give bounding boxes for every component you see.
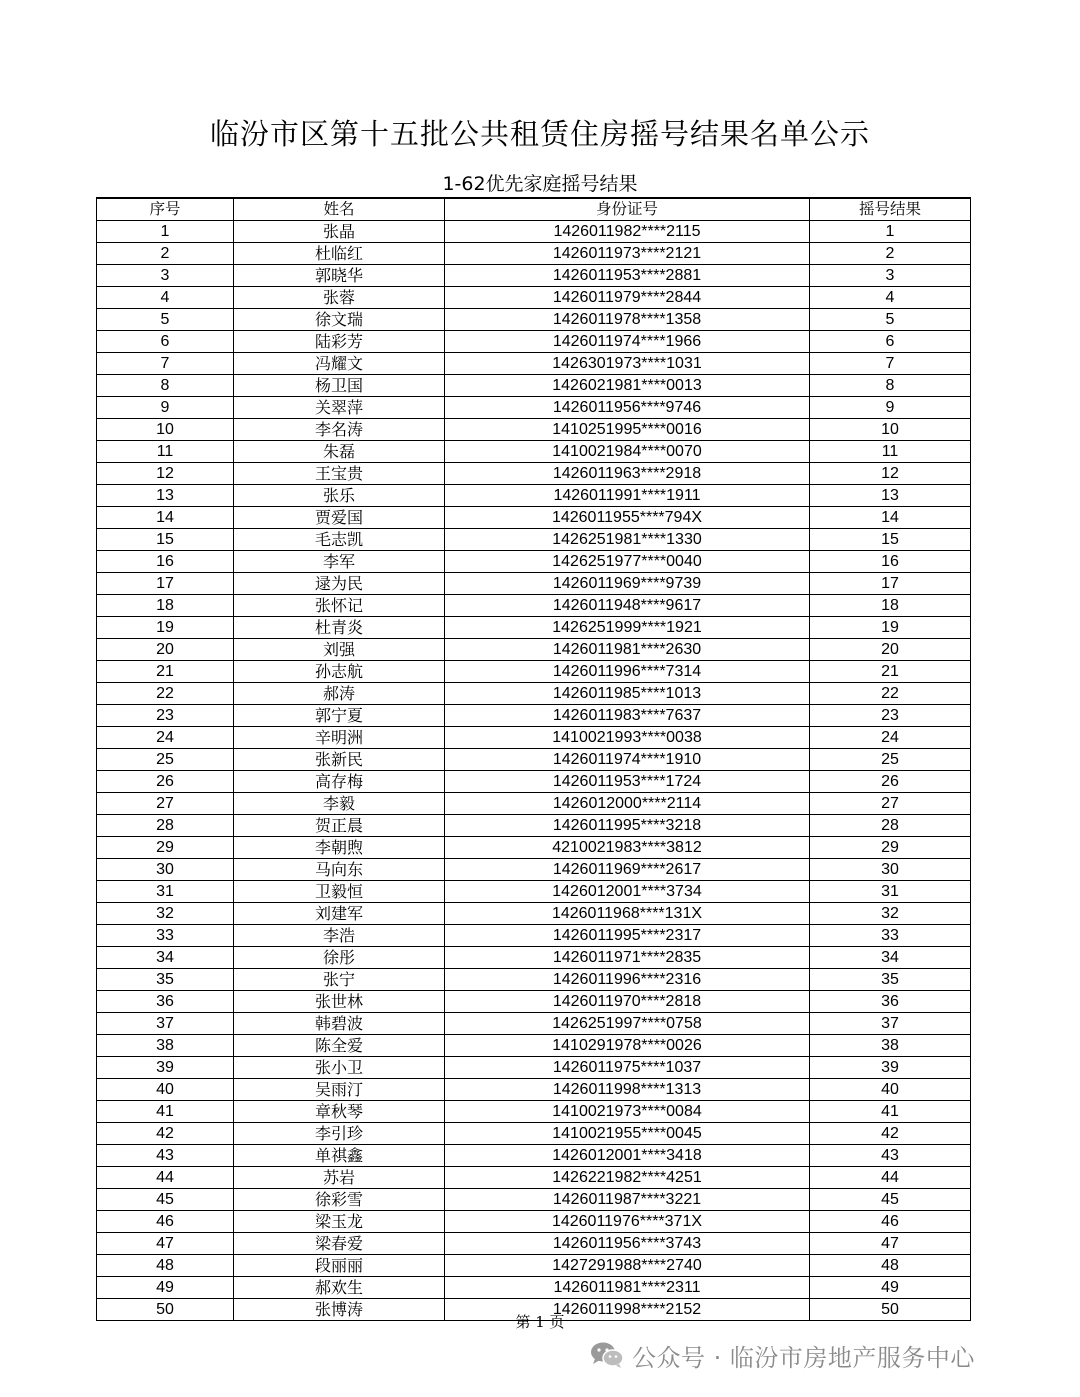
table-row	[97, 1123, 971, 1145]
row-id-number: 1410021984****0070	[445, 441, 810, 463]
row-index: 12	[97, 463, 234, 485]
row-name: 张新民	[234, 749, 445, 771]
row-index: 16	[97, 551, 234, 573]
row-result: 46	[810, 1211, 971, 1233]
row-name: 张怀记	[234, 595, 445, 617]
row-result: 16	[810, 551, 971, 573]
row-result: 40	[810, 1079, 971, 1101]
row-index: 26	[97, 771, 234, 793]
table-row	[97, 1211, 971, 1233]
row-id-number: 1426251981****1330	[445, 529, 810, 551]
table-row	[97, 485, 971, 507]
table-row	[97, 595, 971, 617]
row-index: 28	[97, 815, 234, 837]
table-row	[97, 1079, 971, 1101]
row-index: 1	[97, 221, 234, 243]
table-row	[97, 969, 971, 991]
row-name: 张世林	[234, 991, 445, 1013]
row-result: 26	[810, 771, 971, 793]
row-index: 18	[97, 595, 234, 617]
row-id-number: 1426011976****371X	[445, 1211, 810, 1233]
row-name: 贾爱国	[234, 507, 445, 529]
row-result: 23	[810, 705, 971, 727]
row-name: 李浩	[234, 925, 445, 947]
row-result: 8	[810, 375, 971, 397]
row-index: 46	[97, 1211, 234, 1233]
row-result: 20	[810, 639, 971, 661]
table-row	[97, 947, 971, 969]
row-name: 张晶	[234, 221, 445, 243]
row-index: 40	[97, 1079, 234, 1101]
table-row	[97, 463, 971, 485]
row-name: 章秋琴	[234, 1101, 445, 1123]
wechat-icon	[590, 1341, 624, 1369]
row-id-number: 1426011973****2121	[445, 243, 810, 265]
table-row	[97, 1277, 971, 1299]
row-name: 韩碧波	[234, 1013, 445, 1035]
row-result: 4	[810, 287, 971, 309]
row-result: 47	[810, 1233, 971, 1255]
row-result: 19	[810, 617, 971, 639]
row-index: 34	[97, 947, 234, 969]
row-result: 34	[810, 947, 971, 969]
row-index: 11	[97, 441, 234, 463]
row-id-number: 1426251999****1921	[445, 617, 810, 639]
table-row	[97, 1255, 971, 1277]
row-id-number: 1426011987****3221	[445, 1189, 810, 1211]
row-name: 刘强	[234, 639, 445, 661]
table-row	[97, 507, 971, 529]
row-id-number: 1410021993****0038	[445, 727, 810, 749]
table-row	[97, 815, 971, 837]
row-name: 贺正晨	[234, 815, 445, 837]
row-name: 逯为民	[234, 573, 445, 595]
row-name: 单祺鑫	[234, 1145, 445, 1167]
row-name: 张宁	[234, 969, 445, 991]
row-index: 6	[97, 331, 234, 353]
table-row	[97, 903, 971, 925]
row-id-number: 1426011982****2115	[445, 221, 810, 243]
row-id-number: 1426011974****1910	[445, 749, 810, 771]
row-id-number: 1426011998****1313	[445, 1079, 810, 1101]
table-row	[97, 617, 971, 639]
row-result: 43	[810, 1145, 971, 1167]
row-result: 13	[810, 485, 971, 507]
row-id-number: 1426011981****2311	[445, 1277, 810, 1299]
row-name: 辛明洲	[234, 727, 445, 749]
row-index: 19	[97, 617, 234, 639]
row-index: 45	[97, 1189, 234, 1211]
row-result: 6	[810, 331, 971, 353]
row-name: 郝欢生	[234, 1277, 445, 1299]
row-result: 25	[810, 749, 971, 771]
table-row	[97, 573, 971, 595]
row-id-number: 1426011991****1911	[445, 485, 810, 507]
table-row	[97, 771, 971, 793]
row-name: 李名涛	[234, 419, 445, 441]
table-row	[97, 1013, 971, 1035]
table-row	[97, 1189, 971, 1211]
row-index: 15	[97, 529, 234, 551]
row-index: 24	[97, 727, 234, 749]
header-id-number: 身份证号	[445, 198, 810, 221]
row-result: 41	[810, 1101, 971, 1123]
row-id-number: 1426251997****0758	[445, 1013, 810, 1035]
row-result: 15	[810, 529, 971, 551]
table-row	[97, 1167, 971, 1189]
row-id-number: 1426011968****131X	[445, 903, 810, 925]
row-id-number: 1426011969****9739	[445, 573, 810, 595]
row-id-number: 1426011956****3743	[445, 1233, 810, 1255]
row-id-number: 1426011953****1724	[445, 771, 810, 793]
row-result: 45	[810, 1189, 971, 1211]
table-row	[97, 749, 971, 771]
row-index: 21	[97, 661, 234, 683]
row-id-number: 1410021973****0084	[445, 1101, 810, 1123]
row-result: 35	[810, 969, 971, 991]
row-index: 41	[97, 1101, 234, 1123]
row-result: 37	[810, 1013, 971, 1035]
row-name: 陈全爱	[234, 1035, 445, 1057]
page-number: 第 1 页	[515, 1313, 565, 1331]
row-index: 7	[97, 353, 234, 375]
row-id-number: 1426012001****3418	[445, 1145, 810, 1167]
row-id-number: 1426221982****4251	[445, 1167, 810, 1189]
row-result: 31	[810, 881, 971, 903]
row-result: 12	[810, 463, 971, 485]
row-name: 吴雨汀	[234, 1079, 445, 1101]
row-name: 梁玉龙	[234, 1211, 445, 1233]
table-row	[97, 375, 971, 397]
row-name: 杜青炎	[234, 617, 445, 639]
row-name: 冯耀文	[234, 353, 445, 375]
row-id-number: 1426011985****1013	[445, 683, 810, 705]
row-name: 李朝煦	[234, 837, 445, 859]
table-row	[97, 639, 971, 661]
table-row	[97, 705, 971, 727]
row-id-number: 1410021955****0045	[445, 1123, 810, 1145]
table-row	[97, 551, 971, 573]
row-index: 2	[97, 243, 234, 265]
row-id-number: 4210021983****3812	[445, 837, 810, 859]
row-index: 5	[97, 309, 234, 331]
row-result: 18	[810, 595, 971, 617]
row-index: 20	[97, 639, 234, 661]
row-name: 苏岩	[234, 1167, 445, 1189]
row-name: 高存梅	[234, 771, 445, 793]
row-id-number: 1426011998****2152	[445, 1299, 810, 1321]
row-index: 39	[97, 1057, 234, 1079]
table-header-row	[97, 198, 971, 221]
table-row	[97, 881, 971, 903]
row-name: 杨卫国	[234, 375, 445, 397]
row-name: 卫毅恒	[234, 881, 445, 903]
row-index: 50	[97, 1299, 234, 1321]
row-id-number: 1410291978****0026	[445, 1035, 810, 1057]
table-row	[97, 1057, 971, 1079]
row-id-number: 1410251995****0016	[445, 419, 810, 441]
row-result: 28	[810, 815, 971, 837]
row-id-number: 1426011975****1037	[445, 1057, 810, 1079]
row-index: 9	[97, 397, 234, 419]
row-name: 张小卫	[234, 1057, 445, 1079]
row-name: 陆彩芳	[234, 331, 445, 353]
row-index: 43	[97, 1145, 234, 1167]
row-name: 刘建军	[234, 903, 445, 925]
table-subtitle: 1-62优先家庭摇号结果	[442, 173, 638, 195]
row-id-number: 1426301973****1031	[445, 353, 810, 375]
row-index: 8	[97, 375, 234, 397]
row-index: 17	[97, 573, 234, 595]
table-row	[97, 991, 971, 1013]
table-row	[97, 1233, 971, 1255]
header-name: 姓名	[234, 198, 445, 221]
row-result: 42	[810, 1123, 971, 1145]
row-index: 49	[97, 1277, 234, 1299]
row-index: 29	[97, 837, 234, 859]
table-row	[97, 727, 971, 749]
row-result: 30	[810, 859, 971, 881]
table-row	[97, 837, 971, 859]
row-result: 10	[810, 419, 971, 441]
table-row	[97, 1101, 971, 1123]
results-table	[96, 197, 971, 1321]
table-row	[97, 859, 971, 881]
row-index: 22	[97, 683, 234, 705]
row-name: 郭晓华	[234, 265, 445, 287]
table-row	[97, 529, 971, 551]
row-result: 17	[810, 573, 971, 595]
row-name: 孙志航	[234, 661, 445, 683]
table-row	[97, 243, 971, 265]
row-id-number: 1426011995****3218	[445, 815, 810, 837]
row-name: 徐文瑞	[234, 309, 445, 331]
row-id-number: 1426012000****2114	[445, 793, 810, 815]
row-id-number: 1426012001****3734	[445, 881, 810, 903]
row-id-number: 1426011978****1358	[445, 309, 810, 331]
row-id-number: 1426011948****9617	[445, 595, 810, 617]
row-name: 李军	[234, 551, 445, 573]
table-row	[97, 265, 971, 287]
table-row	[97, 419, 971, 441]
table-row	[97, 397, 971, 419]
watermark-text: 公众号 · 临汾市房地产服务中心	[632, 1343, 975, 1372]
row-id-number: 1426011969****2617	[445, 859, 810, 881]
row-index: 32	[97, 903, 234, 925]
row-id-number: 1426011996****7314	[445, 661, 810, 683]
row-index: 31	[97, 881, 234, 903]
row-id-number: 1426011996****2316	[445, 969, 810, 991]
row-name: 张蓉	[234, 287, 445, 309]
row-name: 梁春爱	[234, 1233, 445, 1255]
row-id-number: 1426011970****2818	[445, 991, 810, 1013]
row-result: 48	[810, 1255, 971, 1277]
row-result: 29	[810, 837, 971, 859]
table-row	[97, 441, 971, 463]
row-index: 14	[97, 507, 234, 529]
watermark	[590, 1338, 975, 1372]
row-index: 27	[97, 793, 234, 815]
table-row	[97, 683, 971, 705]
row-id-number: 1426011981****2630	[445, 639, 810, 661]
row-result: 5	[810, 309, 971, 331]
row-result: 36	[810, 991, 971, 1013]
row-result: 1	[810, 221, 971, 243]
table-row	[97, 353, 971, 375]
table-row	[97, 287, 971, 309]
row-index: 36	[97, 991, 234, 1013]
row-id-number: 1427291988****2740	[445, 1255, 810, 1277]
row-result: 3	[810, 265, 971, 287]
row-result: 22	[810, 683, 971, 705]
row-result: 38	[810, 1035, 971, 1057]
row-index: 30	[97, 859, 234, 881]
document-title: 临汾市区第十五批公共租赁住房摇号结果名单公示	[209, 117, 870, 151]
row-name: 毛志凯	[234, 529, 445, 551]
row-result: 39	[810, 1057, 971, 1079]
row-id-number: 1426011971****2835	[445, 947, 810, 969]
row-name: 徐彩雪	[234, 1189, 445, 1211]
row-name: 李引珍	[234, 1123, 445, 1145]
table-row	[97, 1035, 971, 1057]
row-name: 郝涛	[234, 683, 445, 705]
row-index: 25	[97, 749, 234, 771]
row-result: 32	[810, 903, 971, 925]
row-index: 37	[97, 1013, 234, 1035]
row-name: 段丽丽	[234, 1255, 445, 1277]
row-result: 27	[810, 793, 971, 815]
table-row	[97, 221, 971, 243]
table-row	[97, 661, 971, 683]
row-result: 44	[810, 1167, 971, 1189]
row-name: 徐彤	[234, 947, 445, 969]
table-row	[97, 925, 971, 947]
row-result: 49	[810, 1277, 971, 1299]
row-index: 13	[97, 485, 234, 507]
row-result: 21	[810, 661, 971, 683]
table-body	[97, 221, 971, 1321]
row-index: 35	[97, 969, 234, 991]
row-name: 朱磊	[234, 441, 445, 463]
row-result: 14	[810, 507, 971, 529]
row-index: 10	[97, 419, 234, 441]
row-result: 11	[810, 441, 971, 463]
row-name: 张博涛	[234, 1299, 445, 1321]
row-index: 33	[97, 925, 234, 947]
row-name: 郭宁夏	[234, 705, 445, 727]
row-result: 9	[810, 397, 971, 419]
row-index: 42	[97, 1123, 234, 1145]
row-id-number: 1426011974****1966	[445, 331, 810, 353]
row-name: 张乐	[234, 485, 445, 507]
row-name: 王宝贵	[234, 463, 445, 485]
row-name: 李毅	[234, 793, 445, 815]
row-result: 24	[810, 727, 971, 749]
row-name: 关翠萍	[234, 397, 445, 419]
table-row	[97, 1145, 971, 1167]
row-id-number: 1426011953****2881	[445, 265, 810, 287]
row-name: 杜临红	[234, 243, 445, 265]
row-result: 50	[810, 1299, 971, 1321]
row-index: 47	[97, 1233, 234, 1255]
row-name: 马向东	[234, 859, 445, 881]
row-index: 48	[97, 1255, 234, 1277]
table-row	[97, 793, 971, 815]
row-index: 23	[97, 705, 234, 727]
row-id-number: 1426011956****9746	[445, 397, 810, 419]
row-result: 2	[810, 243, 971, 265]
row-index: 4	[97, 287, 234, 309]
row-result: 33	[810, 925, 971, 947]
row-id-number: 1426011963****2918	[445, 463, 810, 485]
row-index: 3	[97, 265, 234, 287]
row-id-number: 1426251977****0040	[445, 551, 810, 573]
row-id-number: 1426021981****0013	[445, 375, 810, 397]
table-row	[97, 331, 971, 353]
table-row	[97, 309, 971, 331]
row-index: 38	[97, 1035, 234, 1057]
row-index: 44	[97, 1167, 234, 1189]
row-id-number: 1426011979****2844	[445, 287, 810, 309]
header-index: 序号	[97, 198, 234, 221]
header-result: 摇号结果	[810, 198, 971, 221]
row-id-number: 1426011983****7637	[445, 705, 810, 727]
row-id-number: 1426011955****794X	[445, 507, 810, 529]
row-id-number: 1426011995****2317	[445, 925, 810, 947]
row-result: 7	[810, 353, 971, 375]
